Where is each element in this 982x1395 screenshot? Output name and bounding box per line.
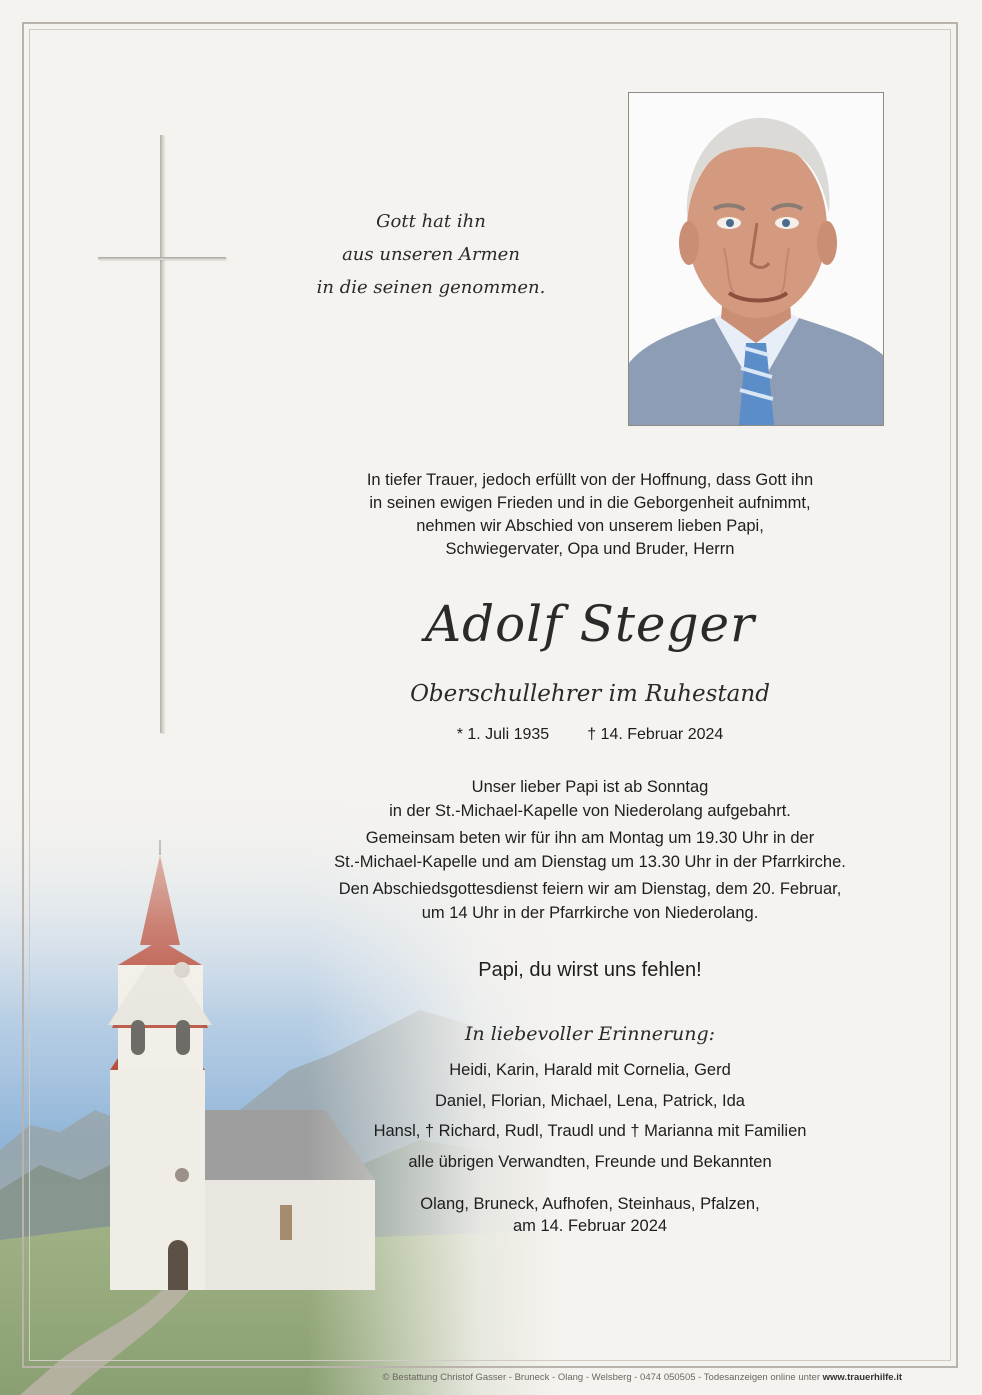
- notice-line: Unser lieber Papi ist ab Sonntag: [471, 778, 709, 796]
- mourners-list: [290, 1055, 890, 1177]
- motto-line: in die seinen genommen.: [316, 277, 546, 298]
- mourner-line: alle übrigen Verwandten, Freunde und Bekannten: [408, 1152, 772, 1171]
- mourner-line: Daniel, Florian, Michael, Lena, Patrick, Ida: [435, 1091, 745, 1110]
- mourner-line: Hansl, † Richard, Rudl, Traudl und † Marianna mit Familien: [373, 1122, 807, 1140]
- cross-horizontal-beam: [98, 257, 226, 260]
- mourner-line: Heidi, Karin, Harald mit Cornelia, Gerd: [449, 1061, 731, 1079]
- place-line: Olang, Bruneck, Aufhofen, Steinhaus, Pfalzen,: [420, 1195, 760, 1213]
- date-line: am 14. Februar 2024: [512, 1217, 668, 1235]
- death-date: † 14. Februar 2024: [587, 726, 724, 743]
- motto-verse: [300, 205, 562, 304]
- notice-line: St.-Michael-Kapelle und am Dienstag um 13.30 Uhr in der Pfarrkirche.: [334, 852, 846, 871]
- intro-line: nehmen wir Abschied von unserem lieben Papi,: [416, 517, 764, 535]
- intro-line: Schwiegervater, Opa und Bruder, Herrn: [445, 540, 735, 558]
- notice-line: in der St.-Michael-Kapelle von Niederolang aufgebahrt.: [389, 801, 791, 820]
- place-and-date: [290, 1193, 890, 1237]
- cross-vertical-beam: [160, 135, 164, 733]
- memory-heading: In liebevoller Erinnerung:: [464, 1023, 716, 1045]
- deceased-title: Oberschullehrer im Ruhestand: [410, 681, 770, 707]
- funeral-notice: [290, 776, 890, 925]
- portrait-photo: [628, 92, 884, 426]
- footer-text: © Bestattung Christof Gasser - Bruneck - Olang - Welsberg - 0474 050505 - Todesanzeigen online unter: [382, 1372, 820, 1383]
- motto-line: aus unseren Armen: [342, 244, 520, 265]
- notice-line: um 14 Uhr in der Pfarrkirche von Niederolang.: [421, 903, 759, 922]
- motto-line: Gott hat ihn: [376, 211, 486, 232]
- birth-date: * 1. Juli 1935: [456, 726, 550, 743]
- notice-line: Gemeinsam beten wir für ihn am Montag um 19.30 Uhr in der: [365, 829, 815, 847]
- footer-credit: [292, 1371, 902, 1385]
- deceased-name: Adolf Steger: [424, 595, 756, 653]
- footer-link[interactable]: www.trauerhilfe.it: [822, 1372, 902, 1383]
- intro-text: [290, 469, 890, 561]
- life-dates: [290, 724, 890, 746]
- intro-line: in seinen ewigen Frieden und in die Geborgenheit aufnimmt,: [369, 494, 811, 512]
- intro-line: In tiefer Trauer, jedoch erfüllt von der Hoffnung, dass Gott ihn: [366, 471, 814, 489]
- farewell-line: Papi, du wirst uns fehlen!: [478, 959, 702, 981]
- notice-line: Den Abschiedsgottesdienst feiern wir am Dienstag, dem 20. Februar,: [338, 880, 842, 898]
